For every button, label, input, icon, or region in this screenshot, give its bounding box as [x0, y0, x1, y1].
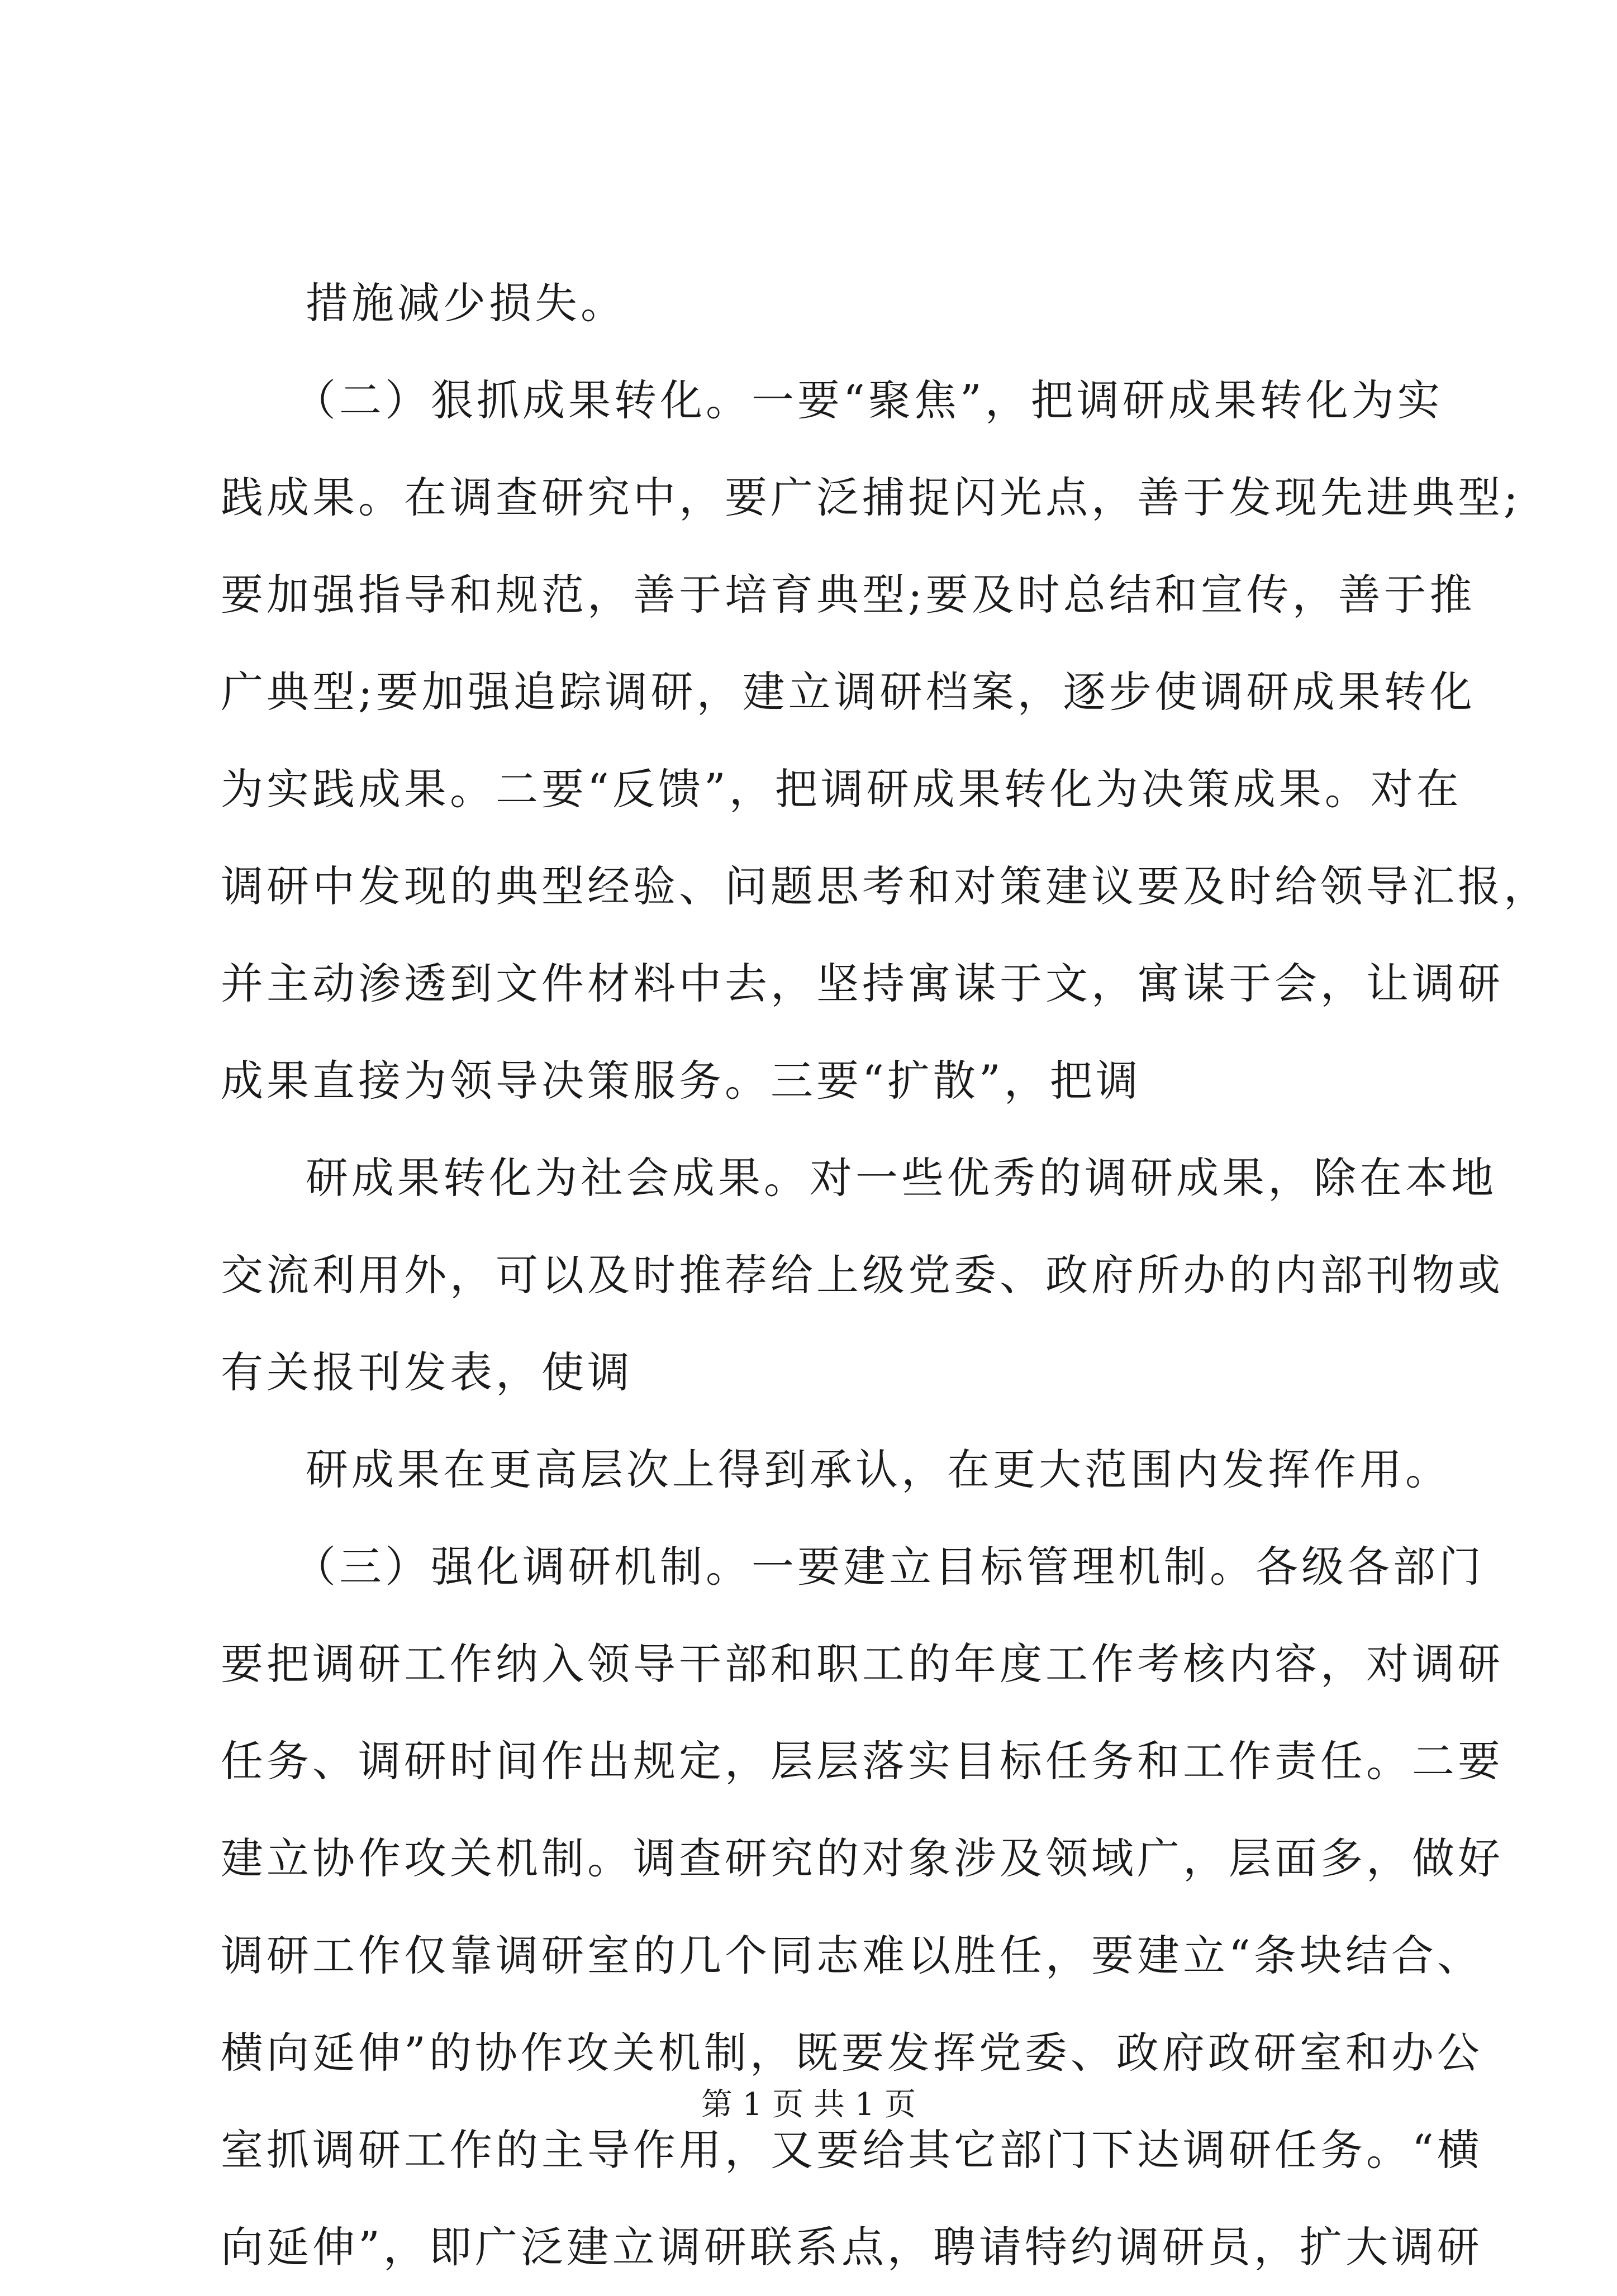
page-number-footer: 第 1 页 共 1 页	[701, 2087, 916, 2123]
paragraph-line: 室抓调研工作的主导作用，又要给其它部门下达调研任务。“横	[221, 2125, 1483, 2175]
paragraph-line: 为实践成果。二要“反馈”，把调研成果转化为决策成果。对在	[221, 764, 1462, 814]
document-body	[221, 255, 1549, 2296]
paragraph-line: 调研中发现的典型经验、问题思考和对策建议要及时给领导汇报，	[221, 861, 1549, 911]
paragraph-line: 措施减少损失。	[306, 278, 626, 328]
paragraph-line: 任务、调研时间作出规定，层层落实目标任务和工作责任。二要	[221, 1736, 1504, 1786]
paragraph-line: 有关报刊发表，使调	[221, 1347, 633, 1397]
paragraph-line: （三）强化调研机制。一要建立目标管理机制。各级各部门	[293, 1542, 1485, 1592]
paragraph-line: 要把调研工作纳入领导干部和职工的年度工作考核内容，对调研	[221, 1639, 1504, 1689]
paragraph-line: 广典型;要加强追踪调研，建立调研档案，逐步使调研成果转化	[221, 667, 1476, 717]
paragraph-line: 调研工作仅靠调研室的几个同志难以胜任，要建立“条块结合、	[221, 1931, 1483, 1980]
paragraph-line: 研成果在更高层次上得到承认，在更大范围内发挥作用。	[306, 1445, 1451, 1494]
paragraph-line: 横向延伸”的协作攻关机制，既要发挥党委、政府政研室和办公	[221, 2028, 1483, 2078]
paragraph-line: 成果直接为领导决策服务。三要“扩散”，把调	[221, 1056, 1142, 1106]
paragraph-line: 研成果转化为社会成果。对一些优秀的调研成果，除在本地	[306, 1153, 1497, 1203]
paragraph-line: （二）狠抓成果转化。一要“聚焦”，把调研成果转化为实	[293, 375, 1443, 425]
paragraph-line: 向延伸”，即广泛建立调研联系点，聘请特约调研员，扩大调研	[221, 2222, 1483, 2272]
paragraph-line: 建立协作攻关机制。调查研究的对象涉及领域广，层面多，做好	[221, 1833, 1504, 1883]
paragraph-line: 交流利用外，可以及时推荐给上级党委、政府所办的内部刊物或	[221, 1250, 1504, 1300]
paragraph-line: 要加强指导和规范，善于培育典型;要及时总结和宣传，善于推	[221, 570, 1476, 620]
paragraph-line: 践成果。在调查研究中，要广泛捕捉闪光点，善于发现先进典型;	[221, 473, 1521, 522]
paragraph-line: 并主动渗透到文件材料中去，坚持寓谋于文，寓谋于会，让调研	[221, 959, 1504, 1008]
